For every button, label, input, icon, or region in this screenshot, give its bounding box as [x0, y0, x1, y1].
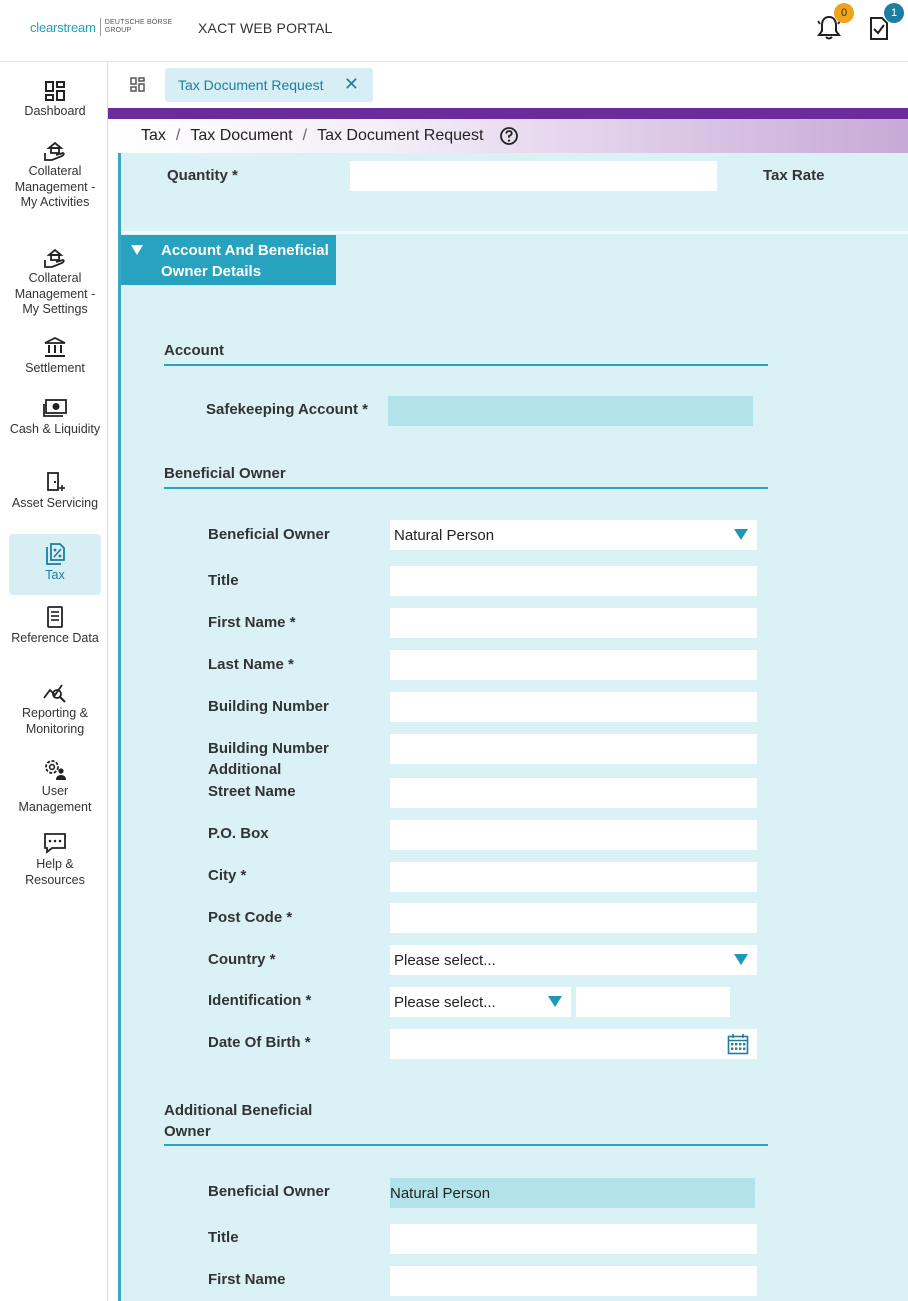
sidebar-item-user-management[interactable] — [9, 756, 101, 815]
additional-title-label: Title — [208, 1229, 239, 1246]
sidebar-item-label: Help & Resources — [25, 857, 85, 887]
city-input[interactable] — [390, 862, 757, 892]
accordion-title: Account And Beneficial Owner Details — [161, 242, 329, 280]
chat-bubble-icon — [42, 831, 68, 855]
sidebar-item-reference-data[interactable] — [9, 605, 101, 647]
logo-group-line1: DEUTSCHE BÖRSE — [104, 19, 173, 26]
additional-beneficial-owner-section-title: Additional Beneficial Owner — [164, 1102, 313, 1140]
logo-brand: clearstream — [30, 19, 96, 35]
chevron-down-icon — [734, 529, 748, 540]
additional-first-name-input[interactable] — [390, 1266, 757, 1296]
post-code-label: Post Code * — [208, 909, 293, 926]
sidebar-item-label: Reference Data — [11, 631, 99, 645]
help-circle-icon[interactable] — [499, 126, 519, 146]
building-number-additional-input[interactable] — [390, 734, 757, 764]
date-of-birth-input[interactable] — [390, 1029, 757, 1059]
breadcrumb-tax[interactable]: Tax — [141, 127, 166, 144]
tasks-badge: 1 — [884, 3, 904, 23]
account-section-title: Account — [164, 342, 224, 359]
po-box-input[interactable] — [390, 820, 757, 850]
sidebar-item-label: Reporting & Monitoring — [21, 706, 88, 736]
last-name-label: Last Name * — [208, 656, 294, 673]
first-name-label: First Name * — [208, 614, 296, 631]
first-name-input[interactable] — [390, 608, 757, 638]
tax-document-icon — [42, 542, 68, 566]
notifications-badge: 0 — [834, 3, 854, 23]
sidebar-item-collateral-settings[interactable] — [9, 245, 101, 318]
tax-rate-label: Tax Rate — [763, 167, 825, 184]
quantity-input[interactable] — [350, 161, 717, 191]
user-gear-icon — [41, 756, 69, 782]
account-section-line — [164, 364, 768, 366]
sidebar-item-dashboard[interactable] — [9, 80, 101, 120]
sidebar-item-label: Asset Servicing — [11, 496, 99, 510]
beneficial-owner-value: Natural Person — [394, 526, 495, 544]
section-divider — [121, 231, 908, 234]
date-of-birth-label: Date Of Birth * — [208, 1034, 311, 1051]
form-content — [118, 153, 908, 1301]
country-label: Country * — [208, 951, 276, 968]
collateral-hand-icon — [42, 245, 68, 269]
tasks-button[interactable] — [866, 7, 898, 48]
title-input[interactable] — [390, 566, 757, 596]
breadcrumb-separator: / — [302, 127, 308, 144]
sidebar-item-tax[interactable] — [9, 534, 101, 595]
building-number-input[interactable] — [390, 692, 757, 722]
tab-tax-document-request[interactable] — [165, 68, 373, 102]
sidebar — [0, 62, 108, 1301]
city-label: City * — [208, 867, 247, 884]
tab-bar — [108, 62, 908, 108]
sidebar-item-label: Cash & Liquidity — [9, 422, 101, 436]
close-icon[interactable]: ✕ — [343, 74, 359, 94]
cash-icon — [41, 396, 69, 420]
collateral-hand-icon — [42, 138, 68, 162]
asset-door-icon — [42, 470, 68, 494]
reporting-chart-icon — [41, 680, 69, 704]
app-header — [0, 0, 908, 62]
app-title: XACT WEB PORTAL — [198, 20, 333, 36]
additional-beneficial-owner-label: Beneficial Owner — [208, 1183, 330, 1200]
sidebar-item-label: Dashboard — [24, 104, 86, 118]
identification-type-value: Please select... — [394, 993, 496, 1011]
additional-section-line — [164, 1144, 768, 1146]
logo-separator — [100, 18, 101, 36]
chevron-down-icon — [734, 954, 748, 965]
title-label: Title — [208, 572, 239, 589]
sidebar-item-label: Tax — [45, 568, 65, 582]
purple-accent-bar — [108, 108, 908, 119]
chevron-down-icon — [548, 996, 562, 1007]
country-value: Please select... — [394, 951, 496, 969]
sidebar-item-help-resources[interactable] — [9, 831, 101, 888]
last-name-input[interactable] — [390, 650, 757, 680]
sidebar-item-label: User Management — [18, 784, 92, 814]
beneficial-owner-select[interactable] — [390, 520, 757, 550]
beneficial-owner-label: Beneficial Owner — [208, 526, 330, 543]
po-box-label: P.O. Box — [208, 825, 269, 842]
country-select[interactable] — [390, 945, 757, 975]
beneficial-owner-section-line — [164, 487, 768, 489]
breadcrumb-separator: / — [175, 127, 181, 144]
additional-beneficial-owner-field: Natural Person — [390, 1178, 755, 1208]
street-name-input[interactable] — [390, 778, 757, 808]
street-name-label: Street Name — [208, 783, 296, 800]
logo-group — [105, 19, 173, 35]
bank-icon — [42, 335, 68, 359]
calendar-icon[interactable] — [727, 1033, 749, 1055]
logo-group-line2: GROUP — [104, 27, 132, 34]
tab-label: Tax Document Request — [178, 77, 324, 93]
breadcrumb-tax-document-request: Tax Document Request — [317, 127, 484, 144]
building-number-additional-label: Building Number Additional — [208, 740, 329, 778]
sidebar-item-reporting-monitoring[interactable] — [9, 680, 101, 737]
beneficial-owner-section-title: Beneficial Owner — [164, 465, 286, 482]
post-code-input[interactable] — [390, 903, 757, 933]
reference-book-icon — [42, 605, 68, 629]
notifications-button[interactable] — [816, 7, 848, 48]
account-beneficial-owner-accordion[interactable] — [121, 235, 336, 285]
clearstream-logo[interactable] — [30, 18, 172, 36]
additional-first-name-label: First Name — [208, 1271, 286, 1288]
additional-title-input[interactable] — [390, 1224, 757, 1254]
breadcrumb-tax-document[interactable]: Tax Document — [190, 127, 293, 144]
triangle-down-icon — [131, 245, 143, 255]
identification-type-select[interactable] — [390, 987, 571, 1017]
sidebar-item-label: Collateral Management - My Activities — [14, 164, 96, 209]
identification-number-input[interactable] — [576, 987, 730, 1017]
sidebar-item-settlement[interactable] — [9, 335, 101, 377]
building-number-label: Building Number — [208, 698, 329, 715]
quantity-label: Quantity * — [167, 167, 238, 184]
sidebar-item-label: Settlement — [25, 361, 85, 375]
sidebar-item-label: Collateral Management - My Settings — [14, 271, 96, 316]
dashboard-icon — [44, 80, 66, 102]
breadcrumb — [108, 119, 908, 153]
safekeeping-account-field — [388, 396, 753, 426]
safekeeping-account-label: Safekeeping Account * — [206, 401, 368, 418]
sidebar-item-asset-servicing[interactable] — [9, 470, 101, 512]
sidebar-item-cash-liquidity[interactable] — [9, 396, 101, 438]
tab-overview-icon[interactable] — [130, 77, 146, 93]
sidebar-item-collateral-activities[interactable] — [9, 138, 101, 211]
identification-label: Identification * — [208, 992, 312, 1009]
